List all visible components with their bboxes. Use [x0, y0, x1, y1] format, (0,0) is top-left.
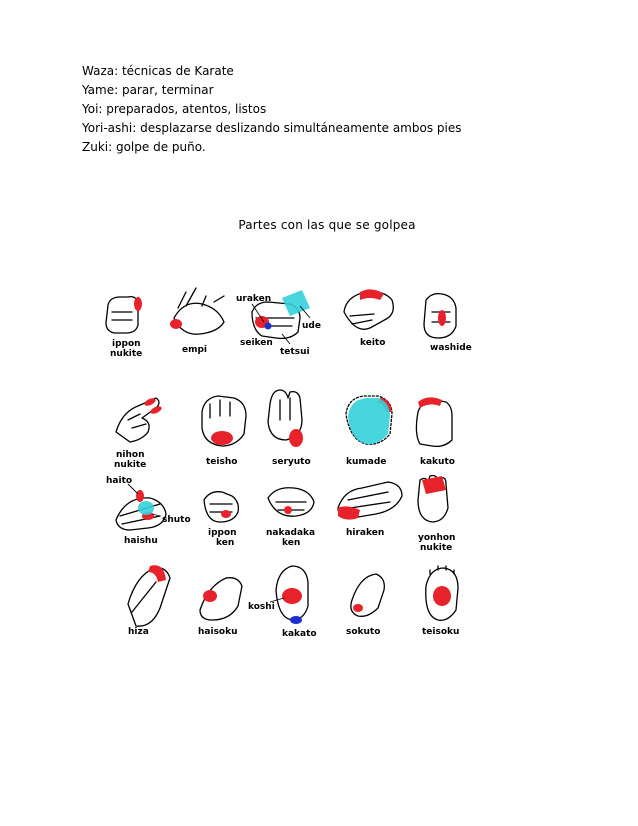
leader-tetsui: [282, 334, 290, 344]
highlight-kumade: [348, 398, 390, 444]
strike-area-teisoku: [433, 586, 451, 606]
label-haishu: haishu: [124, 536, 158, 546]
definition-zuki: Zuki: golpe de puño.: [82, 140, 206, 154]
label-uraken: uraken: [236, 294, 272, 304]
strike-area-haito: [136, 490, 144, 502]
label-tetsui: tetsui: [280, 347, 310, 357]
label-nakadaka: nakadaka: [266, 528, 316, 538]
definition-yori-ashi: Yori-ashi: desplazarse deslizando simultáneamente ambos pies: [82, 121, 462, 135]
strike-area-hiza: [148, 565, 166, 582]
label-shuto: shuto: [162, 515, 191, 525]
label-nukite: nukite: [110, 349, 143, 359]
label-washide: washide: [430, 343, 472, 353]
strike-area-nihon-nukite-2: [149, 405, 162, 416]
strike-area-ippon-ken: [221, 510, 231, 518]
label-kakuto: kakuto: [420, 457, 455, 467]
definition-yoi: Yoi: preparados, atentos, listos: [82, 102, 267, 116]
label-yonhon-nukite: nukite: [420, 543, 453, 553]
ippon-ken-fist: [204, 492, 238, 522]
label-ippon: ippon: [112, 339, 141, 349]
strike-area-washide: [438, 310, 446, 326]
point-kakato: [290, 616, 302, 624]
label-ippon-ken: ippon: [208, 528, 237, 538]
label-kumade: kumade: [346, 457, 387, 467]
nihon-nukite-hand: [116, 398, 159, 442]
strike-area-koshi: [282, 588, 302, 604]
highlight-haishu: [138, 501, 154, 515]
highlight-ude: [282, 290, 310, 316]
point-uraken: [265, 323, 272, 330]
strike-area-haisoku: [203, 590, 217, 602]
label-teisho: teisho: [206, 457, 238, 467]
label-teisoku: teisoku: [422, 627, 460, 637]
label-nihon: nihon: [116, 450, 145, 460]
strike-area-nakadaka-ken: [284, 506, 292, 514]
strike-area-empi: [170, 319, 182, 329]
label-seiken: seiken: [240, 338, 273, 348]
label-hiraken: hiraken: [346, 528, 385, 538]
ippon-nukite-hand: [106, 297, 138, 333]
strike-area-teisho: [211, 431, 233, 445]
definition-yame: Yame: parar, terminar: [82, 83, 214, 97]
label-nihon-nukite: nukite: [114, 460, 147, 470]
strike-area-ippon: [134, 297, 142, 311]
label-yonhon: yonhon: [418, 533, 456, 543]
label-koshi: koshi: [248, 602, 275, 612]
label-seryuto: seryuto: [272, 457, 311, 467]
label-empi: empi: [182, 345, 208, 355]
definition-waza: Waza: técnicas de Karate: [82, 64, 234, 78]
label-haito: haito: [106, 476, 133, 486]
section-heading: Partes con las que se golpea: [238, 218, 416, 232]
strike-area-hiraken: [338, 506, 360, 519]
label-haisoku: haisoku: [198, 627, 238, 637]
label-ken: ken: [216, 538, 235, 548]
label-hiza: hiza: [128, 627, 149, 637]
strike-area-keito: [360, 289, 384, 300]
strike-area-kakuto: [418, 397, 442, 408]
empi-arm: [174, 288, 224, 334]
label-kakato: kakato: [282, 629, 317, 639]
label-keito: keito: [360, 338, 386, 348]
label-ude: ude: [302, 321, 321, 331]
label-sokuto: sokuto: [346, 627, 381, 637]
label-nakadaka-ken: ken: [282, 538, 301, 548]
strike-area-seryuto: [289, 429, 303, 447]
strike-area-sokuto: [353, 604, 363, 612]
